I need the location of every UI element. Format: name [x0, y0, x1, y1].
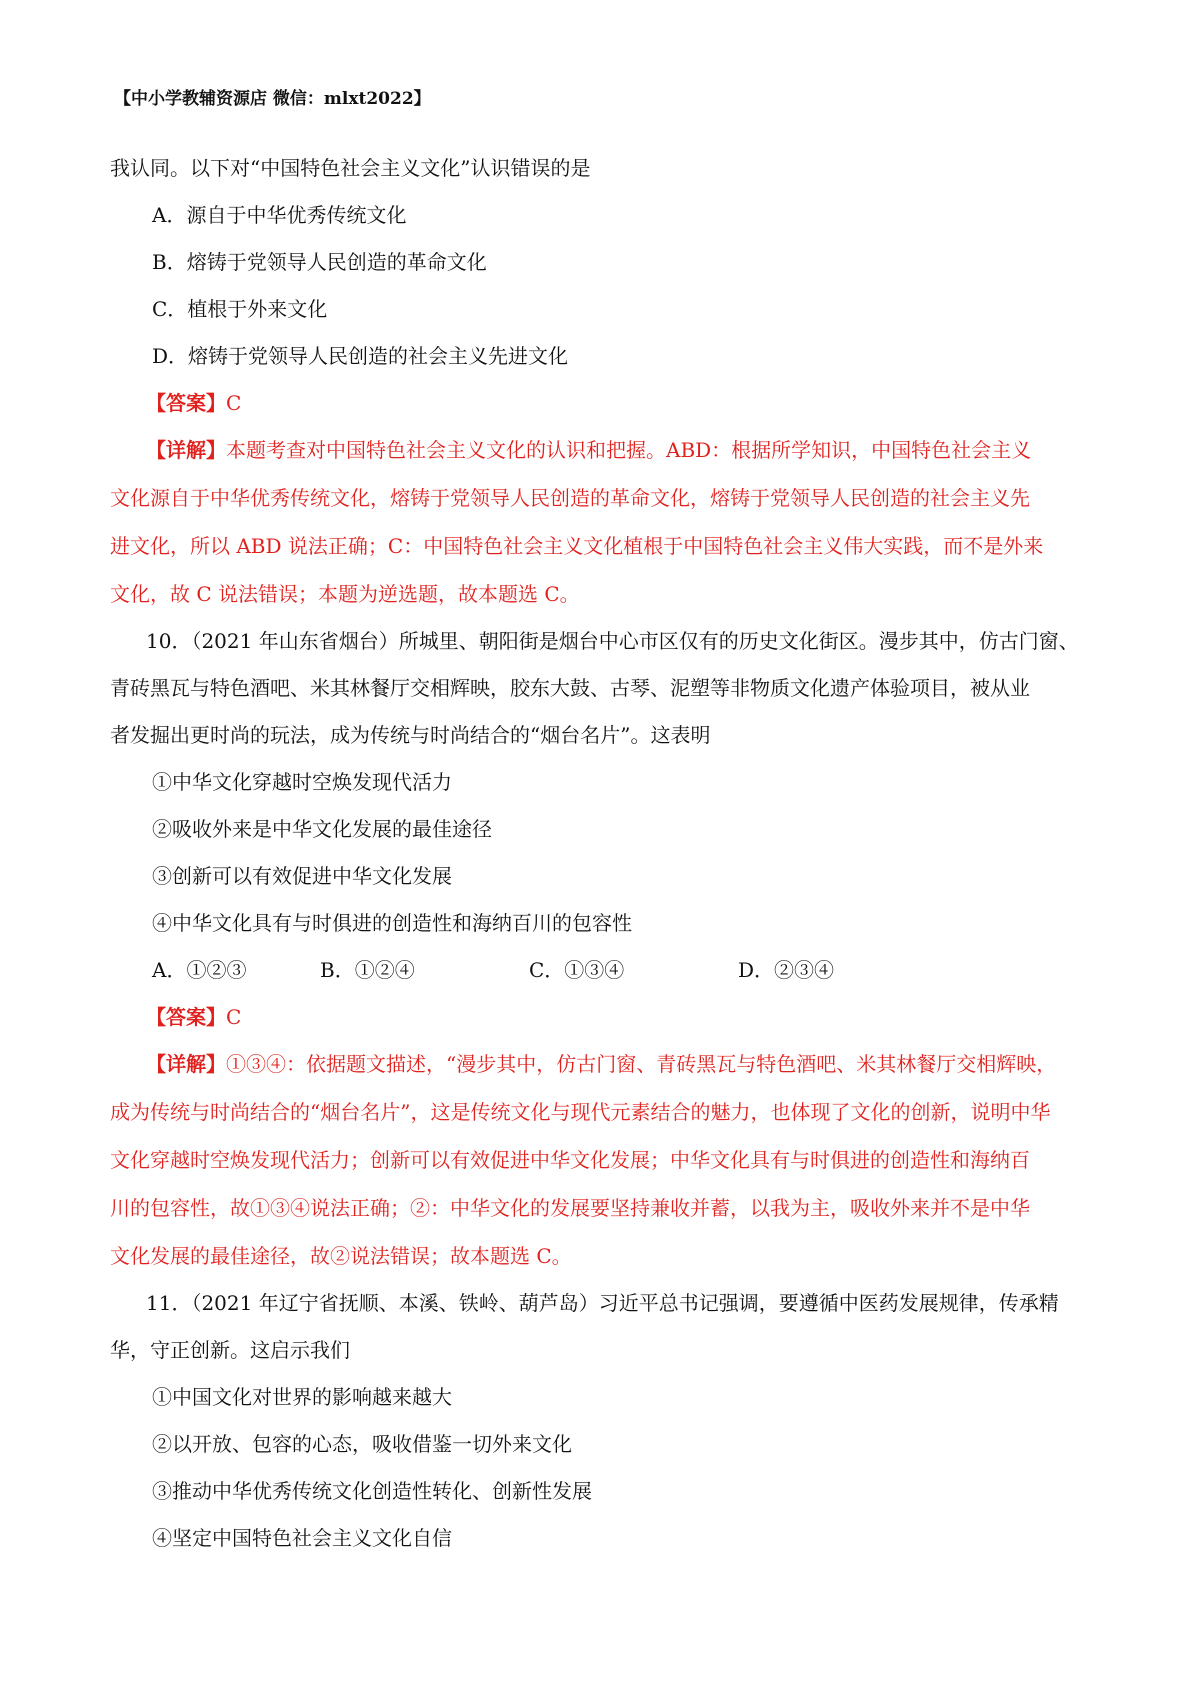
- q9-detail-line-4: 文化，故 C 说法错误；本题为逆选题，故本题选 C。: [110, 582, 580, 606]
- q10-detail-line-3: 文化穿越时空焕发现代活力；创新可以有效促进中华文化发展；中华文化具有与时俱进的创造性和海纳百: [110, 1148, 1030, 1172]
- q10-statement-2: ②吸收外来是中华文化发展的最佳途径: [152, 817, 492, 841]
- q11-statement-2: ②以开放、包容的心态，吸收借鉴一切外来文化: [152, 1432, 572, 1456]
- q9-option-c: C．植根于外来文化: [152, 297, 328, 321]
- q10-detail-line-1: [146, 1051, 1056, 1077]
- q10-detail-line-4: 川的包容性，故①③④说法正确；②：中华文化的发展要坚持兼收并蓄，以我为主，吸收外来并不是中华: [110, 1196, 1030, 1220]
- page-header: 【中小学教辅资源店 微信：mlxt2022】: [114, 89, 431, 109]
- q10-stem-line-2: 青砖黑瓦与特色酒吧、米其林餐厅交相辉映，胶东大鼓、古琴、泥塑等非物质文化遗产体验项目，被从业: [110, 676, 1030, 700]
- q10-choice-a: A．①②③: [152, 958, 247, 982]
- q10-answer-label: 【答案】: [146, 1005, 226, 1029]
- q10-detail-label: 【详解】: [146, 1052, 226, 1076]
- q10-answer-value: C: [226, 1005, 242, 1029]
- q9-detail-line-2: 文化源自于中华优秀传统文化，熔铸于党领导人民创造的革命文化，熔铸于党领导人民创造的社会主义先: [110, 486, 1030, 510]
- q11-statement-4: ④坚定中国特色社会主义文化自信: [152, 1526, 452, 1550]
- q10-detail-text-1: ①③④：依据题文描述，“漫步其中，仿古门窗、青砖黑瓦与特色酒吧、米其林餐厅交相辉映，: [226, 1052, 1057, 1076]
- q9-detail-label: 【详解】: [146, 438, 226, 462]
- q10-statement-4: ④中华文化具有与时俱进的创造性和海纳百川的包容性: [152, 911, 632, 935]
- q9-answer-label: 【答案】: [146, 391, 226, 415]
- q9-option-a: A．源自于中华优秀传统文化: [152, 203, 407, 227]
- q10-choice-c: C．①③④: [529, 958, 625, 982]
- q10-answer: [146, 1004, 241, 1030]
- q9-detail-line-1: [146, 437, 1031, 463]
- q9-detail-line-3: 进文化，所以 ABD 说法正确；C：中国特色社会主义文化植根于中国特色社会主义伟大实践，而不是外来: [110, 534, 1044, 558]
- q11-stem-line-2: 华，守正创新。这启示我们: [110, 1338, 350, 1362]
- q11-statement-1: ①中国文化对世界的影响越来越大: [152, 1385, 452, 1409]
- q11-stem-line-1: 11．（2021 年辽宁省抚顺、本溪、铁岭、葫芦岛）习近平总书记强调，要遵循中医药发展规律，传承精: [146, 1291, 1059, 1315]
- q10-choice-d: D．②③④: [738, 958, 835, 982]
- q10-stem-line-3: 者发掘出更时尚的玩法，成为传统与时尚结合的“烟台名片”。这表明: [110, 723, 711, 747]
- q9-stem: 我认同。以下对“中国特色社会主义文化”认识错误的是: [110, 156, 591, 180]
- q10-statement-1: ①中华文化穿越时空焕发现代活力: [152, 770, 452, 794]
- q10-detail-line-2: 成为传统与时尚结合的“烟台名片”，这是传统文化与现代元素结合的魅力，也体现了文化的创新，说明中华: [110, 1100, 1051, 1124]
- q9-option-d: D．熔铸于党领导人民创造的社会主义先进文化: [152, 344, 569, 368]
- q11-statement-3: ③推动中华优秀传统文化创造性转化、创新性发展: [152, 1479, 592, 1503]
- q9-answer-value: C: [226, 391, 242, 415]
- q9-detail-text-1: 本题考查对中国特色社会主义文化的认识和把握。ABD：根据所学知识，中国特色社会主义: [226, 438, 1032, 462]
- q10-stem-line-1: 10．（2021 年山东省烟台）所城里、朝阳街是烟台中心市区仅有的历史文化街区。漫步其中，仿古门窗、: [146, 629, 1079, 653]
- q10-choice-b: B．①②④: [320, 958, 415, 982]
- q10-detail-line-5: 文化发展的最佳途径，故②说法错误；故本题选 C。: [110, 1244, 572, 1268]
- q9-answer: [146, 390, 241, 416]
- q10-statement-3: ③创新可以有效促进中华文化发展: [152, 864, 452, 888]
- q9-option-b: B．熔铸于党领导人民创造的革命文化: [152, 250, 487, 274]
